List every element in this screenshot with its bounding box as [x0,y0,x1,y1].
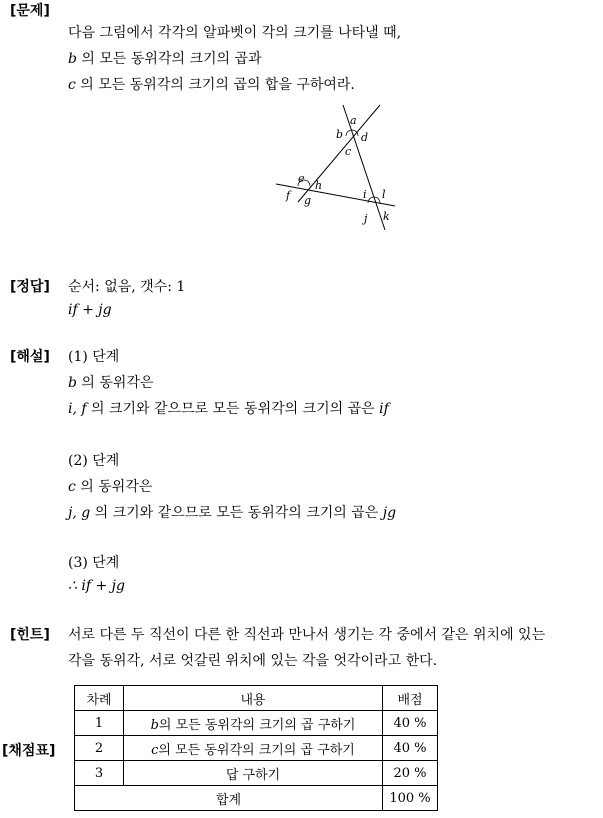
label-b: b [336,128,344,141]
label-g: g [304,194,312,207]
problem-line-2: b 의 모든 동위각의 크기의 곱과 [68,51,262,67]
hint-line-2: 각을 동위각, 서로 엇갈린 위치에 있는 각을 엇각이라고 한다. [68,653,438,669]
hint-label: [힌트] [10,627,50,643]
row-no: 2 [75,736,124,761]
total-label: 합계 [75,786,383,811]
table-row [75,761,438,786]
scoring-label: [채점표] [2,743,56,759]
row-content: 답 구하기 [124,761,383,786]
table-row [75,711,438,736]
hint-line-1: 서로 다른 두 직선이 다른 한 직선과 만나서 생기는 각 중에서 같은 위치에 있는 [68,627,546,643]
label-l: l [382,188,386,201]
label-h: h [315,179,323,192]
solution-label: [해설] [10,349,50,365]
angle-figure [270,100,410,230]
step2-line-a: c 의 동위각은 [68,479,153,495]
step2-line-b: j, g 의 크기와 같으므로 모든 동위각의 크기의 곱은 jg [68,505,397,521]
label-f: f [286,189,291,202]
answer-value: if + jg [68,302,112,318]
label-j: j [364,212,368,225]
step1-title: (1) 단계 [68,349,120,365]
row-points: 20 % [383,761,438,786]
row-points: 40 % [383,711,438,736]
label-c: c [345,145,352,158]
label-k: k [383,210,390,223]
label-e: e [298,172,305,185]
row-content: b의 모든 동위각의 크기의 곱 구하기 [124,711,383,736]
problem-label: [문제] [10,3,50,19]
table-row [75,736,438,761]
label-a: a [350,114,357,127]
row-content: c의 모든 동위각의 크기의 곱 구하기 [124,736,383,761]
problem-line-3: c 의 모든 동위각의 크기의 곱의 합을 구하여라. [68,77,355,93]
label-i: i [363,188,367,201]
figure-line-1 [298,105,380,202]
step3-title: (3) 단계 [68,555,120,571]
answer-meta: 순서: 없음, 갯수: 1 [68,279,186,295]
figure-line-3 [276,184,395,206]
total-points: 100 % [383,786,438,811]
scoring-table [74,685,438,811]
header-order: 차례 [75,686,124,711]
total-row [75,786,438,811]
header-content: 내용 [124,686,383,711]
answer-label: [정답] [10,279,50,295]
row-points: 40 % [383,736,438,761]
problem-line-1: 다음 그림에서 각각의 알파벳이 각의 크기를 나타낼 때, [68,25,402,41]
step1-line-a: b 의 동위각은 [68,375,154,391]
scoring-header-row [75,686,438,711]
row-no: 3 [75,761,124,786]
header-points: 배점 [383,686,438,711]
step2-title: (2) 단계 [68,453,120,469]
label-d: d [361,131,369,144]
step1-line-b: i, f 의 크기와 같으므로 모든 동위각의 크기의 곱은 if [68,401,389,417]
row-no: 1 [75,711,124,736]
step3-line-a: ∴ if + jg [68,578,125,594]
